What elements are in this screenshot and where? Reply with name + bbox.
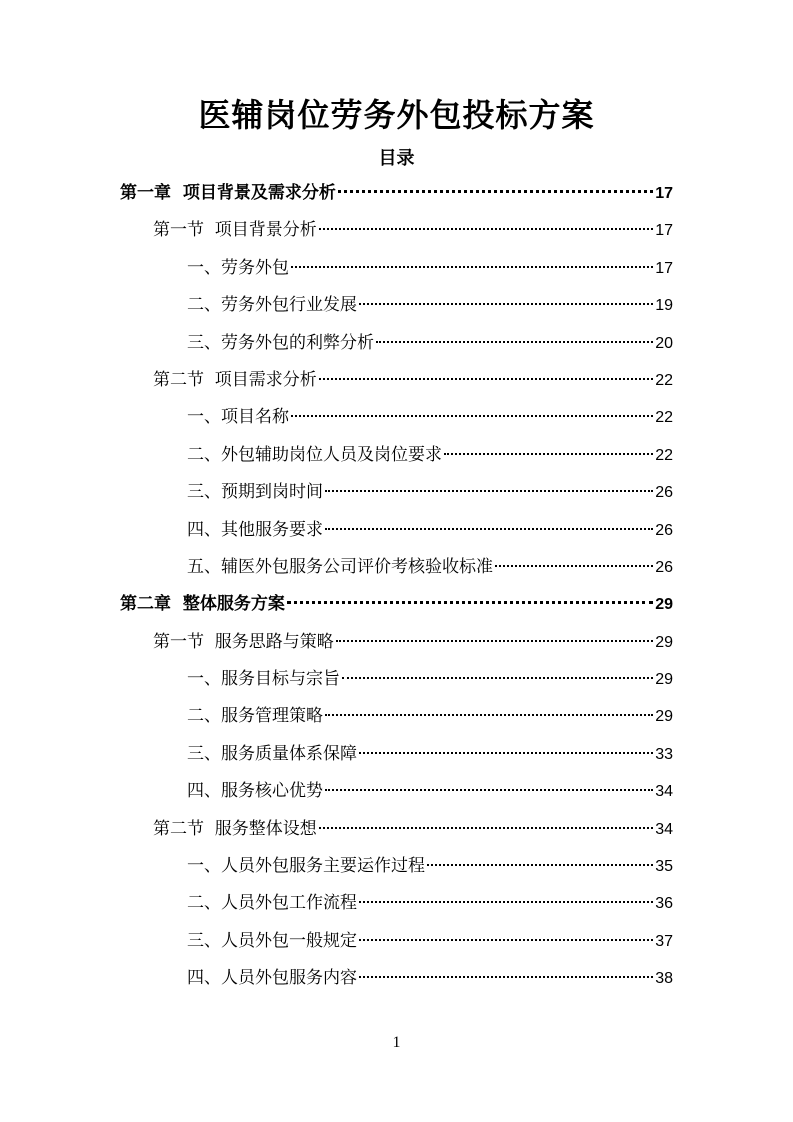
toc-entry-label: 三、劳务外包的利弊分析 xyxy=(187,332,374,353)
toc-dot-leader xyxy=(338,190,653,193)
toc-entry-page: 17 xyxy=(655,185,673,202)
toc-entry-page: 20 xyxy=(655,334,673,352)
toc-entry[interactable] xyxy=(0,885,793,922)
toc-entry[interactable] xyxy=(0,736,793,773)
toc-entry[interactable] xyxy=(0,848,793,885)
toc-dot-leader xyxy=(287,601,653,604)
page-number: 1 xyxy=(392,1034,401,1051)
toc-dot-leader xyxy=(359,976,653,978)
toc-entry[interactable] xyxy=(0,325,793,362)
toc-entry[interactable] xyxy=(0,474,793,511)
toc-dot-leader xyxy=(319,228,653,230)
toc-dot-leader xyxy=(376,341,653,343)
toc-entry-label: 三、服务质量体系保障 xyxy=(187,743,357,764)
toc-dot-leader xyxy=(359,752,653,754)
toc-entry-label: 三、预期到岗时间 xyxy=(187,482,323,503)
toc-dot-leader xyxy=(359,303,653,305)
toc-entry[interactable] xyxy=(0,362,793,399)
toc-entry-page: 26 xyxy=(655,521,673,539)
toc-entry-page: 26 xyxy=(655,558,673,576)
toc-entry-page: 17 xyxy=(655,259,673,277)
toc-entry-label: 四、其他服务要求 xyxy=(187,519,323,540)
toc-dot-leader xyxy=(319,378,653,380)
toc-dot-leader xyxy=(427,864,653,866)
toc-entry-label: 二、劳务外包行业发展 xyxy=(187,295,357,316)
toc-entry[interactable] xyxy=(0,773,793,810)
toc-entry-label: 第一节 服务思路与策略 xyxy=(153,631,334,652)
document-title: 医辅岗位劳务外包投标方案 xyxy=(198,96,595,134)
toc-dot-leader xyxy=(291,415,653,417)
toc-entry[interactable] xyxy=(0,661,793,698)
toc-entry-page: 17 xyxy=(655,222,673,240)
toc-entry-page: 36 xyxy=(655,895,673,913)
toc-dot-leader xyxy=(495,565,653,567)
toc-entry-label: 一、项目名称 xyxy=(187,407,289,428)
toc-entry-label: 一、人员外包服务主要运作过程 xyxy=(187,856,425,877)
toc-dot-leader xyxy=(325,490,653,492)
toc-entry-label: 三、人员外包一般规定 xyxy=(187,930,357,951)
toc-entry[interactable] xyxy=(0,960,793,997)
toc-dot-leader xyxy=(325,714,653,716)
toc-entry-page: 37 xyxy=(655,932,673,950)
toc-entry-label: 一、劳务外包 xyxy=(187,257,289,278)
toc-entry-label: 一、服务目标与宗旨 xyxy=(187,669,340,690)
toc-entry-page: 22 xyxy=(655,409,673,427)
table-of-contents xyxy=(0,175,793,998)
toc-entry-label: 四、人员外包服务内容 xyxy=(187,968,357,989)
toc-entry-page: 29 xyxy=(655,596,673,614)
toc-entry-label: 第一章 项目背景及需求分析 xyxy=(120,183,336,203)
toc-dot-leader xyxy=(325,789,653,791)
toc-entry[interactable] xyxy=(0,811,793,848)
toc-entry-page: 22 xyxy=(655,371,673,389)
toc-dot-leader xyxy=(359,939,653,941)
toc-entry[interactable] xyxy=(0,437,793,474)
toc-dot-leader xyxy=(319,827,653,829)
toc-entry-label: 第一节 项目背景分析 xyxy=(153,220,317,241)
toc-dot-leader xyxy=(325,528,653,530)
toc-entry-page: 29 xyxy=(655,708,673,726)
toc-entry[interactable] xyxy=(0,175,793,212)
toc-entry-label: 五、辅医外包服务公司评价考核验收标准 xyxy=(187,556,493,577)
toc-entry-page: 34 xyxy=(655,783,673,801)
toc-entry-label: 二、服务管理策略 xyxy=(187,706,323,727)
toc-entry[interactable] xyxy=(0,549,793,586)
toc-entry-label: 第二节 服务整体设想 xyxy=(153,818,317,839)
toc-entry-page: 38 xyxy=(655,970,673,988)
toc-entry-page: 35 xyxy=(655,858,673,876)
toc-entry[interactable] xyxy=(0,586,793,623)
toc-entry-label: 二、人员外包工作流程 xyxy=(187,893,357,914)
toc-entry-page: 26 xyxy=(655,484,673,502)
toc-entry-label: 四、服务核心优势 xyxy=(187,781,323,802)
toc-dot-leader xyxy=(359,901,653,903)
toc-entry-page: 22 xyxy=(655,446,673,464)
toc-entry-page: 19 xyxy=(655,297,673,315)
toc-entry[interactable] xyxy=(0,250,793,287)
toc-entry[interactable] xyxy=(0,923,793,960)
toc-heading: 目录 xyxy=(378,148,415,169)
toc-entry[interactable] xyxy=(0,624,793,661)
toc-entry[interactable] xyxy=(0,287,793,324)
toc-dot-leader xyxy=(342,677,653,679)
toc-entry-page: 29 xyxy=(655,633,673,651)
toc-entry-label: 第二章 整体服务方案 xyxy=(120,594,285,615)
toc-entry-page: 29 xyxy=(655,671,673,689)
toc-entry-page: 34 xyxy=(655,820,673,838)
toc-entry[interactable] xyxy=(0,399,793,436)
toc-entry-label: 第二节 项目需求分析 xyxy=(153,369,317,390)
toc-entry[interactable] xyxy=(0,698,793,735)
toc-dot-leader xyxy=(291,266,653,268)
toc-dot-leader xyxy=(336,640,653,642)
toc-entry[interactable] xyxy=(0,512,793,549)
toc-entry-page: 33 xyxy=(655,745,673,763)
toc-entry-label: 二、外包辅助岗位人员及岗位要求 xyxy=(187,444,442,465)
toc-dot-leader xyxy=(444,453,653,455)
toc-entry[interactable] xyxy=(0,212,793,249)
